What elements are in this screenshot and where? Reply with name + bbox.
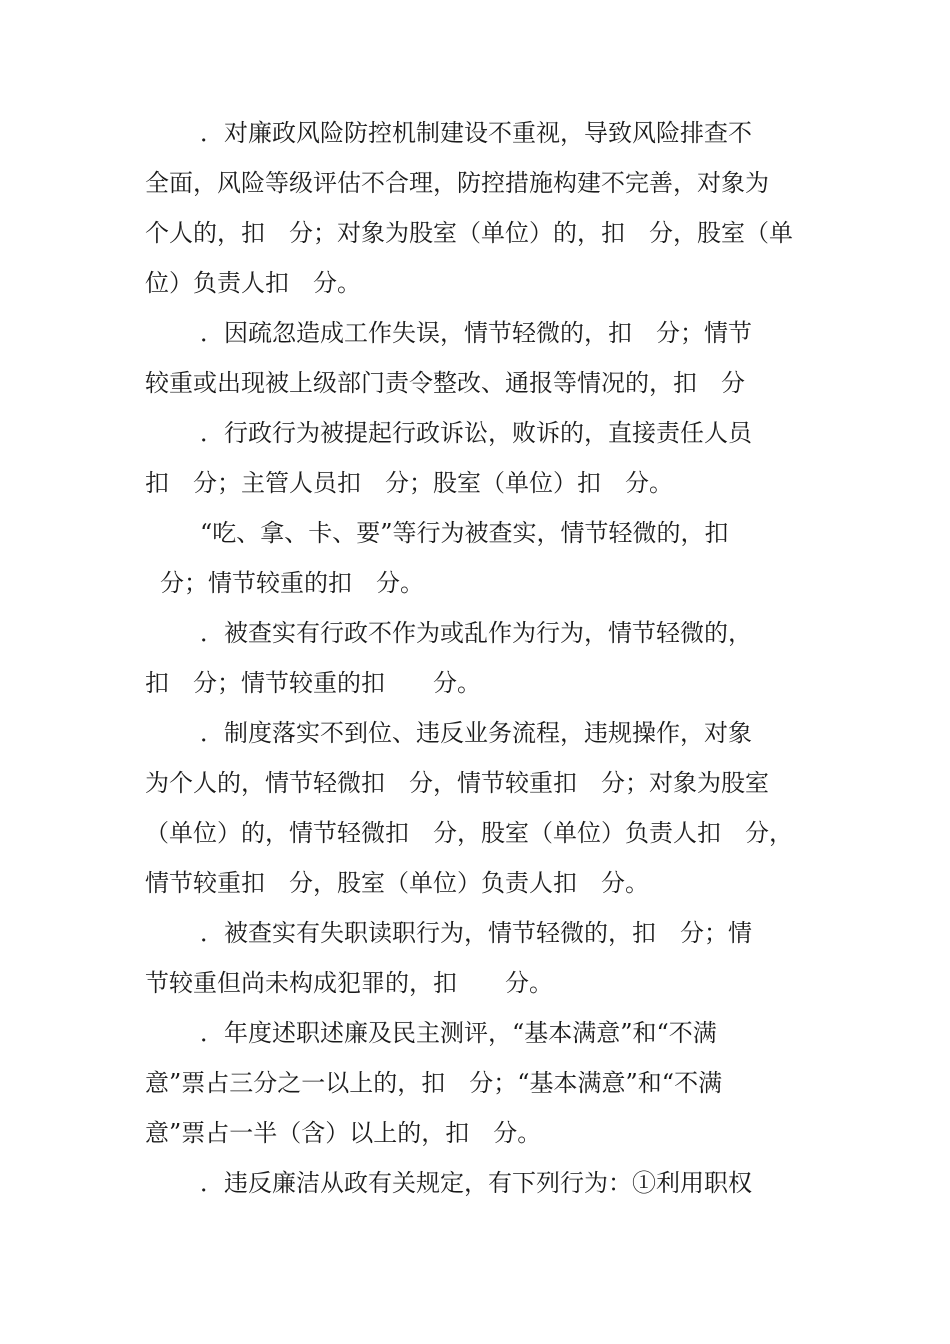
text-line: ．制度落实不到位、违反业务流程，违规操作，对象: [200, 719, 752, 747]
text-line: ．行政行为被提起行政诉讼，败诉的，直接责任人员: [200, 419, 752, 447]
text-line: 扣 分；主管人员扣 分；股室（单位）扣 分。: [145, 469, 673, 497]
text-line: 个人的，扣 分；对象为股室（单位）的，扣 分，股室（单: [145, 219, 793, 247]
text-line: “吃、拿、卡、要”等行为被查实，情节轻微的，扣: [200, 519, 729, 547]
text-line: （单位）的，情节轻微扣 分，股室（单位）负责人扣 分，: [145, 819, 793, 847]
text-line: 意”票占一半（含）以上的，扣 分。: [145, 1119, 542, 1147]
text-line: ．被查实有行政不作为或乱作为行为，情节轻微的，: [200, 619, 752, 647]
text-line: 较重或出现被上级部门责令整改、通报等情况的，扣 分: [145, 369, 745, 397]
text-line: 节较重但尚未构成犯罪的，扣 分。: [145, 969, 553, 997]
text-line: 意”票占三分之一以上的，扣 分；“基本满意”和“不满: [145, 1069, 723, 1097]
text-line: 情节较重扣 分，股室（单位）负责人扣 分。: [145, 869, 649, 897]
text-line: ．因疏忽造成工作失误，情节轻微的，扣 分；情节: [200, 319, 752, 347]
text-line: 分；情节较重的扣 分。: [160, 569, 424, 597]
text-line: 位）负责人扣 分。: [145, 269, 361, 297]
text-line: 全面，风险等级评估不合理，防控措施构建不完善，对象为: [145, 169, 769, 197]
text-line: ．被查实有失职读职行为，情节轻微的，扣 分；情: [200, 919, 752, 947]
text-line: 为个人的，情节轻微扣 分，情节较重扣 分；对象为股室: [145, 769, 769, 797]
text-line: ．年度述职述廉及民主测评，“基本满意”和“不满: [200, 1019, 717, 1047]
text-line: ．对廉政风险防控机制建设不重视，导致风险排查不: [200, 119, 752, 147]
text-line: ．违反廉洁从政有关规定，有下列行为：①利用职权: [200, 1169, 752, 1197]
text-line: 扣 分；情节较重的扣 分。: [145, 669, 481, 697]
